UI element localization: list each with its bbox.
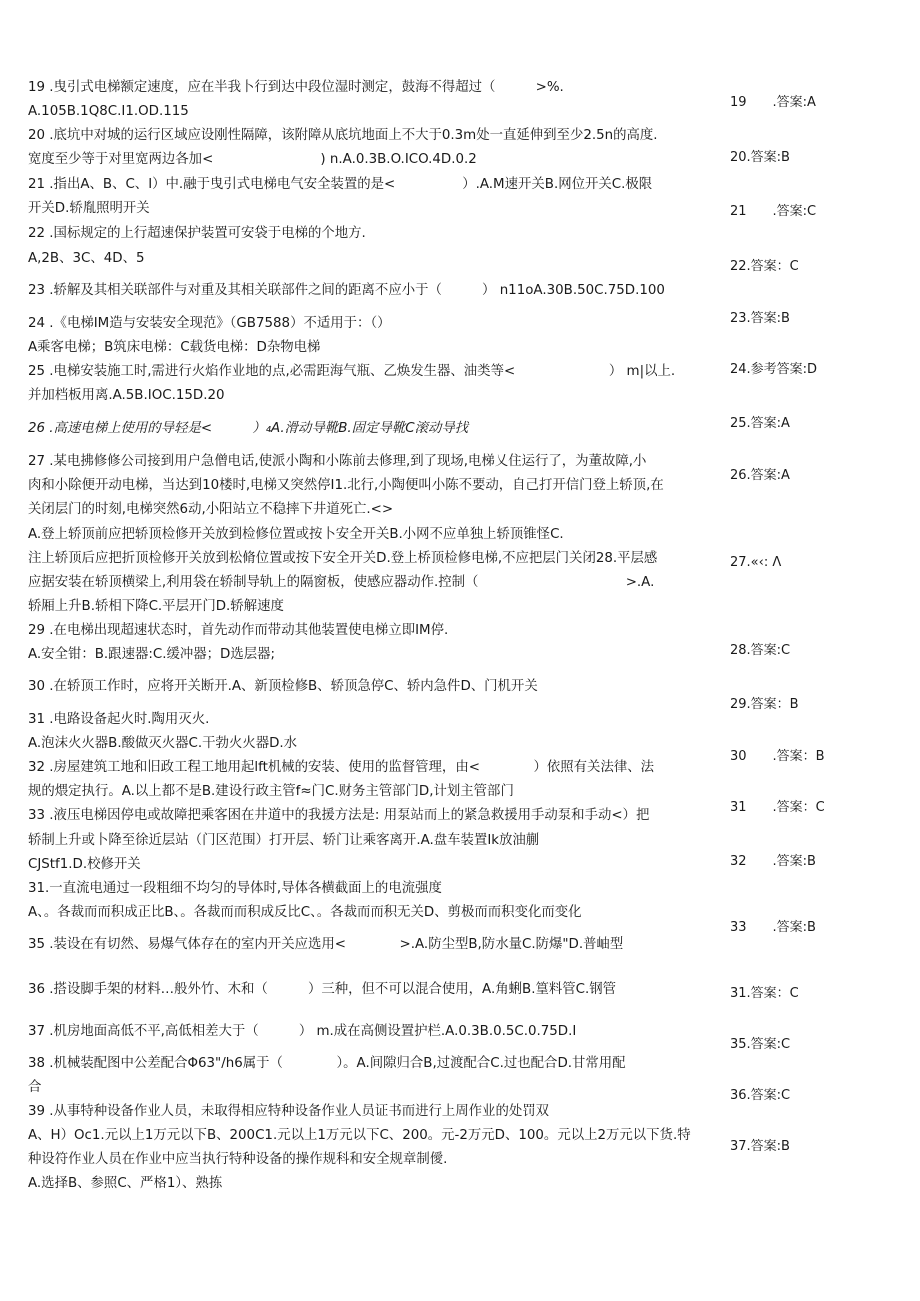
question-22: 22 .国标规定的上行超速保护装置可安袋于电梯的个地方. — [28, 226, 366, 241]
question-22-options: A,2B、3C、4D、5 — [28, 251, 145, 266]
answer-22: 22.答案：C — [730, 259, 799, 274]
answer-21: 21 .答案:C — [730, 204, 817, 219]
question-37: 37 .机房地面高低不平,高低相差大于（ ） m.成在高侧设置护栏.A.0.3B.0.5C.0.75D.I — [28, 1024, 577, 1039]
question-27-option-c: 注上轿顶后应把折顶检修开关放到松脩位置或按下安全开关D.登上桥顶检修电梯,不应把层门关闭28.平层感 — [28, 551, 658, 566]
answer-20: 20.答案:B — [730, 150, 790, 165]
question-24-options: A乘客电梯；B筑床电梯：C载货电梯：D杂物电梯 — [28, 340, 321, 355]
question-26: 26 .高速电梯上使用的导轻是< ）₄A.滑动导靴B.固定导靴C滚动导找 — [28, 421, 469, 436]
question-25: 25 .电梯安装施工时,需进行火焰作业地的点,必需距海气瓶、乙焕发生器、油类等< ） m|以上. — [28, 364, 676, 379]
answer-31: 31 .答案：C — [730, 800, 825, 815]
question-33-line-2: 轿制上升或卜降至徐近层站（门区范围）打开层、轿门让乘客离开.A.盘车装置Ik放油蒯 — [28, 833, 540, 848]
question-40: 种设符作业人员在作业中应当执行特种设备的操作规科和安全规章制僾. — [28, 1152, 448, 1167]
question-20: 20 .底坑中对城的运行区域应设刚性隔障，该附障从底坑地面上不大于0.3m处一直延伸到至少2.5n的高度. — [28, 128, 658, 143]
question-27-option-a: A.登上轿顶前应把轿顶检修开关放到检修位置或按卜安全开关B.小网不应单独上轿顶锥怪C. — [28, 527, 564, 542]
question-33-line-3: CJStf1.D.校修开关 — [28, 857, 141, 872]
question-32-options: 规的煨定执行。A.以上都不是B.建设行政主管f≈门C.财务主管部门D,计划主管部门 — [28, 784, 514, 799]
answer-37: 37.答案:B — [730, 1139, 790, 1154]
question-40-options: A.选择B、参照C、严格1）、熟拣 — [28, 1176, 223, 1191]
answer-29: 29.答案：B — [730, 697, 799, 712]
question-38: 38 .机械装配图中公差配合Φ63"/h6属于（ ）。A.间隙归合B,过渡配合C.过也配合D.甘常用配 — [28, 1056, 626, 1071]
answer-30: 30 .答案：B — [730, 749, 825, 764]
answer-28: 28.答案:C — [730, 643, 791, 658]
question-19: 19 .曳引式电梯额定速度，应在半我卜行到达中段位湿时测定，鼓海不得超过（ >%. — [28, 80, 564, 95]
question-29-options: A.安全钳：B.跟速器:C.缓冲器；D选层器; — [28, 647, 276, 662]
question-31: 31 .电路设备起火时.陶用灭火. — [28, 712, 210, 727]
question-30: 30 .在轿顶工作时，应将开关断开.A、新顶检修B、轿顶急停C、轿内急件D、门机开关 — [28, 679, 538, 694]
question-21-options: 开关D.轿胤照明开关 — [28, 201, 150, 216]
question-25-options: 并加档板用离.A.5B.IOC.15D.20 — [28, 388, 225, 403]
answer-23: 23.答案:B — [730, 311, 790, 326]
question-29: 29 .在电梯出现超速状态时，首先动作而带动其他装置使电梯立即IM停. — [28, 623, 449, 638]
answer-35: 35.答案:C — [730, 1037, 791, 1052]
question-39: 39 .从事特种设备作业人员，未取得相应特种设备作业人员证书而进行上周作业的处罚双 — [28, 1104, 550, 1119]
answer-33: 33 .答案:B — [730, 920, 816, 935]
question-19-options: A.105B.1Q8C.I1.OD.115 — [28, 104, 189, 119]
question-27: 27 .某电拂修修公司接到用户急僧电话,使派小陶和小陈前去修理,到了现场,电梯乂住运行了，为董故障,小 — [28, 454, 647, 469]
question-35: 35 .装设在有切然、易爆气体存在的室内开关应选用< >.A.防尘型B,防水量C.防爆"D.普岫型 — [28, 937, 624, 952]
answer-27: 27.«‹: Λ — [730, 555, 782, 570]
answer-36: 36.答案:C — [730, 1088, 791, 1103]
answer-25: 25.答案:A — [730, 416, 790, 431]
question-28-options: 轿厢上升B.轿相下降C.平层开门D.轿解速度 — [28, 599, 284, 614]
question-20-options: 宽度至少等于对里宽两边各加< ) n.A.0.3B.O.ICO.4D.0.2 — [28, 152, 477, 167]
question-38-line-2: 合 — [28, 1080, 42, 1095]
question-33: 33 .液压电梯因停电或故障把乘客困在井道中的我援方法是: 用泵站而上的紧急救援用手动泵和手动<）把 — [28, 808, 650, 823]
question-34: 31.一直流电通过一段粗细不均匀的导体时,导体各横截面上的电流强度 — [28, 881, 442, 896]
question-31-options: A.泡沫火火器B.酸做灭火器C.干勃火火器D.水 — [28, 736, 298, 751]
answer-32: 32 .答案:B — [730, 854, 816, 869]
question-24: 24 .《电梯IM造与安装安全现范》（GB7588）不适用于：（） — [28, 316, 391, 331]
answer-34: 31.答案：C — [730, 986, 799, 1001]
question-21: 21 .指出A、B、C、I）中.融于曳引式电梯电气安全装置的是< ）.A.M速开关B.网位开关C.极限 — [28, 177, 653, 192]
question-28: 应据安装在轿顶横梁上,利用袋在轿制导轨上的隔窗板，使感应器动作.控制（ >.A. — [28, 575, 655, 590]
question-32: 32 .房屋建筑工地和旧政工程工地用起lft机械的安装、使用的监督管理，由< ）依照有关法律、法 — [28, 760, 655, 775]
question-36: 36 .搭设脚手架的材料…般外竹、木和（ ）三种，但不可以混合使用，A.角蜊B.篁料管C.钢管 — [28, 982, 617, 997]
question-27-line-2: 肉和小除便开动电梯，当达到10楼时,电梯又突然停I1.北行,小陶便叫小陈不要动，自己打开信门登上轿顶,在 — [28, 478, 664, 493]
question-39-options: A、H）Oc1.元以上1万元以下B、200C1.元以上1万元以下C、200。元-2万元D、100。元以上2万元以下货.特 — [28, 1128, 691, 1143]
answer-19: 19 .答案:A — [730, 95, 816, 110]
question-34-options: A、。各裁而而积成正比B、。各裁而而积成反比C、。各裁而而积无关D、剪极而而积变化而变化 — [28, 905, 582, 920]
question-27-line-3: 关闭层门的时刻,电梯突然6动,小阳站立不稳摔下井道死亡.<> — [28, 502, 394, 517]
answer-24: 24.参考答案:D — [730, 362, 818, 377]
question-23: 23 .轿解及其相关联部件与对重及其相关联部件之间的距离不应小于（ ） n11oA.30B.50C.75D.100 — [28, 283, 665, 298]
answer-26: 26.答案:A — [730, 468, 790, 483]
